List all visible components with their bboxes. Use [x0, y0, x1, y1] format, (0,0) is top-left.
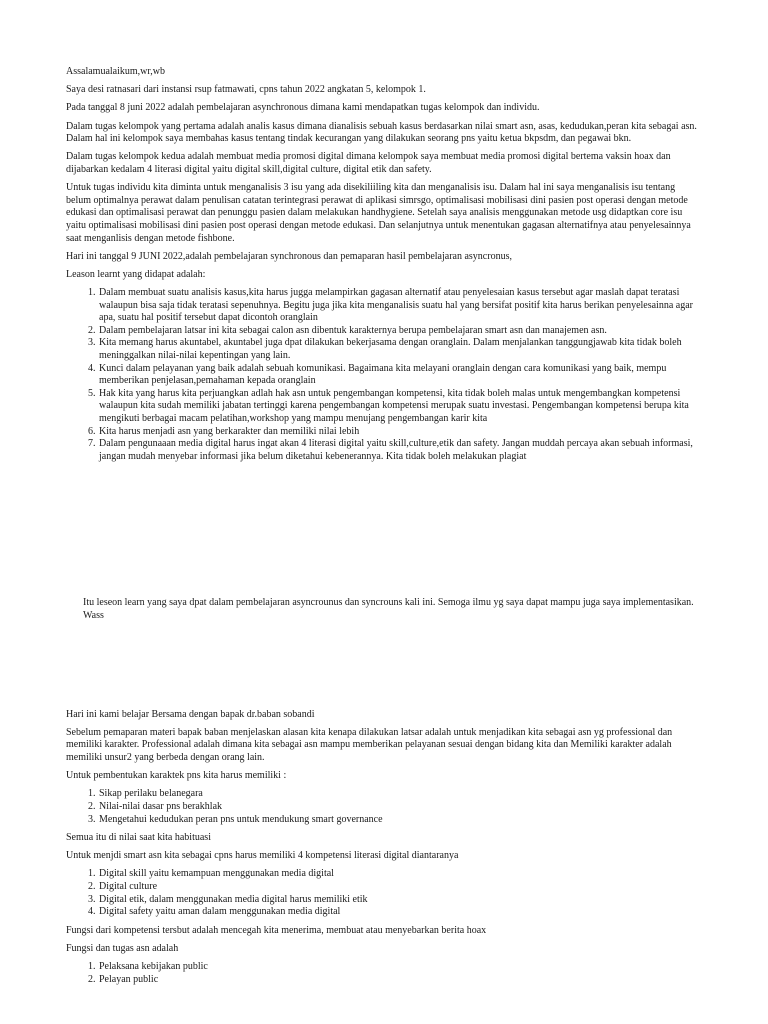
- blank-space: [66, 469, 702, 597]
- paragraph: Semua itu di nilai saat kita habituasi: [66, 832, 211, 844]
- list-item: 1. Pelaksana kebijakan public: [98, 961, 702, 974]
- list-item: 6. Kita harus menjadi asn yang berkarakter dan memiliki nilai lebih: [98, 426, 702, 439]
- paragraph: Sebelum pemaparan materi bapak baban menjelaskan alasan kita kenapa dilakukan latsar adalah untuk menjadikan kita sebagai asn yg professional dan memiliki karakter. Professional adalah dimana kita sebagai asn mampu memberikan pelayanan sesuai dengan bidang kita dan Memiliki karakter adalah memiliki unsur2 yang berbeda dengan orang lain.: [66, 726, 673, 763]
- paragraph: Pada tanggal 8 juni 2022 adalah pembelajaran asynchronous dimana kami mendapatkan tugas kelompok dan individu.: [66, 102, 540, 114]
- list-item: 1. Digital skill yaitu kemampuan menggunakan media digital: [98, 868, 702, 881]
- paragraph: Hari ini kami belajar Bersama dengan bapak dr.baban sobandi: [66, 708, 315, 720]
- paragraph: Dalam tugas kelompok yang pertama adalah analis kasus dimana dianalisis sebuah kasus berdasarkan nilai smart asn, asas, kedudukan,peran kita sebagai asn. Dalam hal ini kelompok saya membahas kasus tentang tindak kecurangan yang dilakukan seorang pns yaitu ketua bkpsdm, dan pegawai bkn.: [66, 120, 697, 145]
- closing-block: [83, 597, 702, 622]
- list-item: 7. Dalam pengunaaan media digital harus ingat akan 4 literasi digital yaitu skill,culture,etik dan safety. Jangan muddah percaya akan sebuah informasi, jangan mudah menyebar informasi jika belum diketahui kebenerannya. Kita tidak boleh melakukan plagiat: [98, 438, 702, 463]
- list-item: 5. Hak kita yang harus kita perjuangkan adlah hak asn untuk pengembangan kompetensi, kita tidak boleh malas untuk mengembangkan kompetensi walaupun kita sudah memiliki jabatan tertinggi karena pengembangan kompetensi merupak suatu investasi. Pengembangan kompetensi berupa kita mengikuti berbagai macam pelatihan,workshop yang mampu menujang pengembangan karir kita: [98, 388, 702, 426]
- greeting: Assalamualaikum,wr,wb: [66, 66, 166, 77]
- list-item: 2. Pelayan public: [98, 974, 702, 987]
- list-item: 2. Dalam pembelajaran latsar ini kita sebagai calon asn dibentuk karakternya berupa pembelajaran smart asn dan manajemen asn.: [98, 325, 702, 338]
- paragraph: Hari ini tanggal 9 JUNI 2022,adalah pembelajaran synchronous dan pemaparan hasil pembelajaran asyncronus,: [66, 250, 512, 262]
- closing-text: Itu leseon learn yang saya dpat dalam pembelajaran asyncrounus dan syncrouns kali ini. Semoga ilmu yg saya dapat mampu juga saya implementasikan.: [83, 597, 694, 609]
- list-item: 2. Nilai-nilai dasar pns berakhlak: [98, 801, 702, 814]
- list-item: 3. Mengetahui kedudukan peran pns untuk mendukung smart governance: [98, 814, 702, 827]
- character-list: [66, 788, 702, 826]
- paragraph: Dalam tugas kelompok kedua adalah membuat media promosi digital dimana kelompok saya membuat media promosi digital bertema vaksin hoax dan dijabarkan kedalam 4 literasi digital yaitu digital skill,digital culture, digital etik dan safety.: [66, 151, 671, 175]
- document-body: [66, 66, 702, 992]
- intro-paragraph: Saya desi ratnasari dari instansi rsup fatmawati, cpns tahun 2022 angkatan 5, kelompok 1.: [66, 84, 426, 96]
- lessons-list: [66, 287, 702, 463]
- list-item: 1. Sikap perilaku belanegara: [98, 788, 702, 801]
- functions-heading: Fungsi dan tugas asn adalah: [66, 943, 179, 955]
- paragraph: Fungsi dari kompetensi tersbut adalah mencegah kita menerima, membuat atau menyebarkan berita hoax: [66, 924, 487, 936]
- paragraph: Untuk tugas individu kita diminta untuk menganalisis 3 isu yang ada disekiliiling kita dan menganalisis isu. Dalam hal ini saya menganalisis isu tentang belum optimalnya perawat dalam penulisan catatan terintegrasi perawat di aplikasi simrsgo, optimalisasi mobilisasi dini pasien post operasi dengan metode edukasi dan optimalisasi perawat dan penunggu pasien dalam melakukan handhygiene. Setelah saya analisis menggunakan metode usg didaptkan core isu yaitu optimalisasi mobilisasi dini pasien post operasi dengan metode edukasi. Dan selanjutnya untuk menentukan gagasan alternatifnya atau penyelesainnya saat menganlisis dengan metode fishbone.: [66, 182, 691, 244]
- literacy-heading: Untuk menjdi smart asn kita sebagai cpns harus memiliki 4 kompetensi literasi digital diantaranya: [66, 850, 459, 862]
- list-item: 4. Digital safety yaitu aman dalam menggunakan media digital: [98, 906, 702, 919]
- lessons-heading: Leason learnt yang didapat adalah:: [66, 268, 206, 280]
- list-item: 3. Kita memang harus akuntabel, akuntabel juga dpat dilakukan bekerjasama dengan oranglain. Dalam menjalankan tanggungjawab kita tidak boleh meninggalkan nilai-nilai kepentingan yang lain.: [98, 337, 702, 362]
- list-item: 3. Digital etik, dalam menggunakan media digital harus memiliki etik: [98, 894, 702, 907]
- closing-sign-off: Wass: [83, 609, 104, 621]
- list-item: 4. Kunci dalam pelayanan yang baik adalah sebuah komunikasi. Bagaimana kita melayani oranglain dengan cara komunikasi yang baik, mempu memberikan penjelasan,pemahaman kepada oranglain: [98, 363, 702, 388]
- functions-list: [66, 961, 702, 986]
- literacy-list: [66, 868, 702, 918]
- list-item: 1. Dalam membuat suatu analisis kasus,kita harus jugga melampirkan gagasan alternatif atau penyelesaian kasus tersebut agar maslah dapat teratasi walaupun bisa saja tidak teratasi sepenuhnya. Begitu juga jika kita menganalisis suatu hal yang bersifat positif kita harus berikan penyelesainna agar apa, suatu hal positif tersebut dapat dicontoh oranglain: [98, 287, 702, 325]
- blank-space: [66, 623, 702, 709]
- character-heading: Untuk pembentukan karaktek pns kita harus memiliki :: [66, 770, 287, 782]
- list-item: 2. Digital culture: [98, 881, 702, 894]
